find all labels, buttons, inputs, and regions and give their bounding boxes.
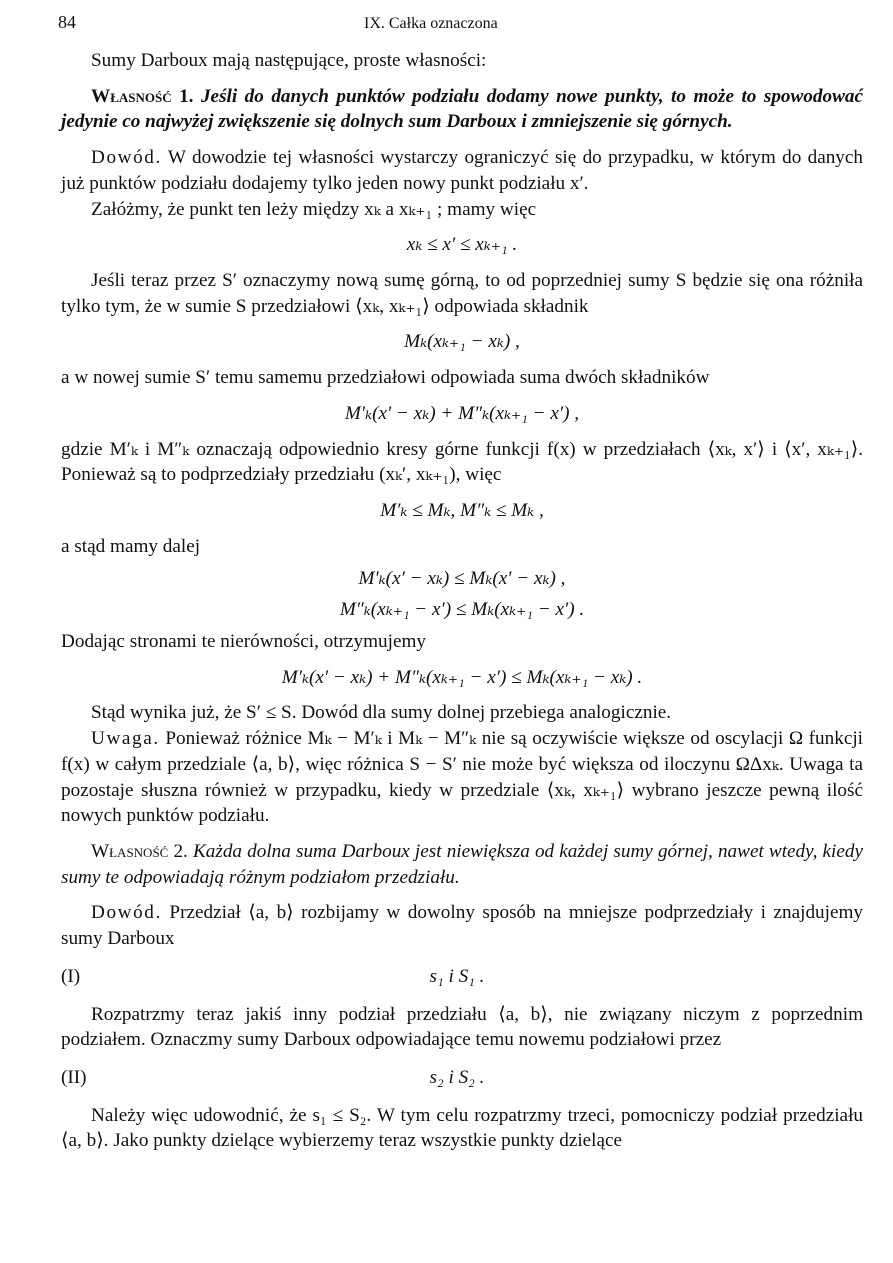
paragraph-4: gdzie M′ₖ i M″ₖ oznaczają odpowiednio kresy górne funkcji f(x) w przedziałach ⟨xₖ, x′⟩ i ⟨x′, xₖ₊₁⟩. Ponieważ są to podprzedziały przedziału (xₖ′, xₖ₊₁), więc [61, 438, 863, 486]
paragraph-8: Rozpatrzmy teraz jakiś inny podział przedziału ⟨a, b⟩, nie związany niczym z poprzednim podziałem. Oznaczmy sumy Darboux odpowiadające temu nowemu podziałowi przez [61, 1003, 863, 1051]
paragraph-7: Stąd wynika już, że S′ ≤ S. Dowód dla sumy dolnej przebiega analogicznie. [91, 702, 672, 724]
paragraph-5: a stąd mamy dalej [61, 535, 201, 557]
equation-I-label: (I) [61, 965, 81, 987]
proof-1-label: Dowód. [91, 147, 162, 169]
paragraph-6: Dodając stronami te nierówności, otrzymujemy [61, 630, 426, 652]
equation-3: M′ₖ(x′ − xₖ) + M″ₖ(xₖ₊₁ − x′) , [344, 402, 580, 424]
equation-4: M′ₖ ≤ Mₖ, M″ₖ ≤ Mₖ , [380, 500, 544, 522]
property-1 [61, 84, 863, 135]
paragraph-3: a w nowej sumie S′ temu samemu przedziałowi odpowiada suma dwóch składników [61, 367, 710, 389]
remark [61, 726, 863, 829]
equation-II-label: (II) [61, 1067, 87, 1088]
proof-1 [61, 145, 863, 196]
equation-II [61, 1065, 863, 1091]
proof-2-text: Przedział ⟨a, b⟩ rozbijamy w dowolny sposób na mniejsze podprzedziały i znajdujemy sumy Darboux [61, 902, 864, 950]
chapter-title: IX. Całka oznaczona [364, 15, 498, 32]
remark-text: Ponieważ różnice Mₖ − M′ₖ i Mₖ − M″ₖ nie są oczywiście większe od oscylacji Ω funkcji f(x) w całym przedziale ⟨a, b⟩, więc różnica S − S′ nie może być większa od iloczynu ΩΔxₖ. Uwaga ta pozostaje słuszna również w przypadku, kiedy w przedziale ⟨xₖ, xₖ₊₁⟩ wybrano jeszcze pewną ilość nowych punktów podziału. [61, 728, 864, 827]
equation-5b: M″ₖ(xₖ₊₁ − x′) ≤ Mₖ(xₖ₊₁ − x′) . [339, 599, 585, 621]
proof-2 [61, 900, 863, 951]
intro-paragraph: Sumy Darboux mają następujące, proste własności: [91, 50, 487, 71]
property-1-text: Jeśli do danych punktów podziału dodamy nowe punkty, to może to spowodować jedynie co najwyżej zwiększenie się dolnych sum Darboux i zmniejszenie się górnych. [61, 85, 863, 133]
remark-label: Uwaga. [91, 728, 160, 750]
equation-5a: M′ₖ(x′ − xₖ) ≤ Mₖ(x′ − xₖ) , [358, 567, 566, 589]
page-number: 84 [58, 12, 76, 32]
proof-2-label: Dowód. [91, 902, 162, 924]
equation-II-expr: s₂ i S₂ . [429, 1067, 485, 1088]
property-2-text: Każda dolna suma Darboux jest niewiększa od każdej sumy górnej, nawet wtedy, kiedy sumy te odpowiadają różnym podziałom przedziału. [61, 840, 863, 888]
page-header [58, 10, 863, 38]
paragraph-2: Jeśli teraz przez S′ oznaczymy nową sumę górną, to od poprzedniej sumy S będzie się ona różniła tylko tym, że w sumie S przedziałowi ⟨xₖ, xₖ₊₁⟩ odpowiada składnik [61, 270, 863, 317]
equation-I [61, 964, 863, 990]
property-2-label: Własność 2. [91, 840, 188, 862]
paragraph-9: Należy więc udowodnić, że s₁ ≤ S₂. W tym celu rozpatrzmy trzeci, pomocniczy podział przedziału ⟨a, b⟩. Jako punkty dzielące wybierzemy teraz wszystkie punkty dzielące [61, 1104, 863, 1152]
equation-6: M′ₖ(x′ − xₖ) + M″ₖ(xₖ₊₁ − x′) ≤ Mₖ(xₖ₊₁ − xₖ) . [281, 666, 643, 688]
equation-1: xₖ ≤ x′ ≤ xₖ₊₁ . [406, 234, 518, 256]
proof-1-text: W dowodzie tej własności wystarczy ograniczyć się do przypadku, w którym do danych już punktów podziału dodajemy tylko jeden nowy punkt podziału x′. [61, 147, 864, 194]
equation-I-expr: s₁ i S₁ . [429, 965, 485, 987]
equation-2: Mₖ(xₖ₊₁ − xₖ) , [404, 331, 520, 353]
property-1-label: Własność 1. [91, 85, 194, 107]
assumption-paragraph: Załóżmy, że punkt ten leży między xₖ a xₖ₊₁ ; mamy więc [91, 198, 537, 220]
property-2 [61, 839, 863, 890]
